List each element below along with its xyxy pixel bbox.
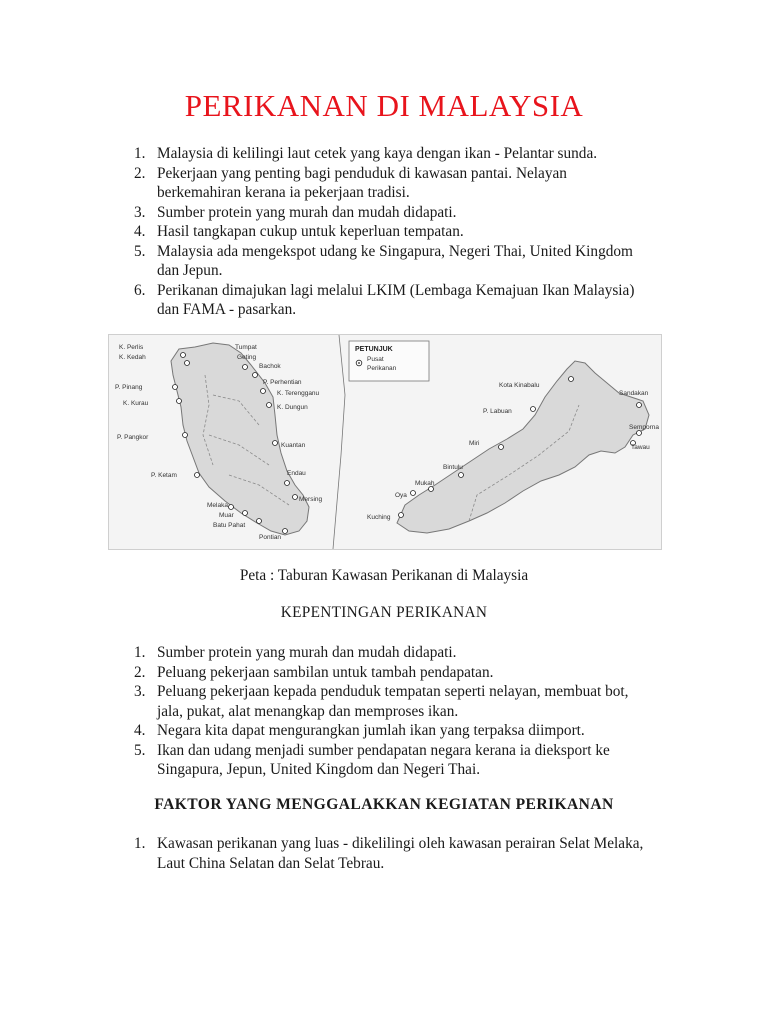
list-item: [130, 281, 650, 320]
list-item: [130, 643, 650, 663]
map-label: K. Perlis: [119, 344, 144, 351]
list-item: [130, 242, 650, 281]
map-svg: [109, 335, 661, 549]
list-number: 3.: [134, 203, 146, 221]
map-caption: Peta : Taburan Kawasan Perikanan di Malaysia: [239, 567, 529, 584]
map-label: Muar: [219, 512, 234, 519]
map-label: Kota Kinabalu: [499, 382, 540, 389]
map-label: Pontian: [259, 534, 282, 541]
map-label: Kuantan: [281, 442, 306, 449]
map-label: Miri: [469, 440, 480, 447]
list-item: [130, 164, 650, 203]
list-item: [130, 721, 650, 741]
map-label: Bintulu: [443, 464, 463, 471]
list-number: 6.: [134, 281, 146, 299]
list-number: 4.: [134, 722, 146, 739]
list-item: [130, 144, 650, 164]
map-label: Kuching: [367, 514, 391, 521]
map-label: Tawau: [631, 444, 650, 451]
map-label: Melaka: [207, 502, 228, 509]
list-text: Negara kita dapat mengurangkan jumlah ikan yang terpaksa diimport.: [157, 722, 585, 739]
list-number: 2.: [134, 663, 146, 681]
list-text: Kawasan perikanan yang luas - dikelilingi oleh kawasan perairan Selat Melaka, Laut China Selatan dan Selat Tebrau.: [157, 835, 644, 872]
map-label: P. Ketam: [151, 472, 177, 479]
list-number: 1.: [134, 145, 146, 162]
map-label: K. Kurau: [123, 400, 149, 407]
list-text: Peluang pekerjaan sambilan untuk tambah pendapatan.: [157, 663, 494, 681]
list-text: Pekerjaan yang penting bagi penduduk di kawasan pantai. Nelayan berkemahiran kerana ia pekerjaan tradisi.: [157, 164, 567, 201]
page-title: PERIKANAN DI MALAYSIA: [184, 88, 584, 123]
svg-text:Pusat: Pusat: [367, 356, 384, 363]
map-label: K. Terengganu: [277, 390, 320, 397]
map-label: Endau: [287, 470, 306, 477]
map-label: Geting: [237, 354, 257, 361]
list-item: [130, 203, 650, 223]
map-label: Batu Pahat: [213, 522, 246, 529]
fisheries-map: [108, 334, 662, 550]
list-number: 1.: [134, 644, 146, 661]
list-text: Sumber protein yang murah dan mudah didapati.: [157, 203, 457, 221]
section-heading-kepentingan: KEPENTINGAN PERIKANAN: [280, 604, 488, 621]
map-label: P. Labuan: [483, 408, 512, 415]
list-item: [130, 834, 650, 873]
list-text: Ikan dan udang menjadi sumber pendapatan negara kerana ia dieksport ke Singapura, Jepun, United Kingdom dan Negeri Thai.: [157, 741, 610, 778]
map-label: P. Perhentian: [263, 379, 302, 386]
list-number: 5.: [134, 741, 146, 759]
list-text: Malaysia di kelilingi laut cetek yang kaya dengan ikan - Pelantar sunda.: [157, 145, 598, 162]
map-label: Mukah: [415, 480, 435, 487]
map-label: Sandakan: [619, 390, 649, 397]
list-number: 4.: [134, 223, 146, 240]
list-text: Peluang pekerjaan kepada penduduk tempatan seperti nelayan, membuat bot, jala, pukat, alat menangkap dan memproses ikan.: [157, 683, 629, 720]
map-label: K. Dungun: [277, 404, 308, 411]
map-label: P. Pinang: [115, 384, 143, 391]
list-item: [130, 741, 650, 780]
map-label: P. Pangkor: [117, 434, 149, 441]
map-label: Semporna: [629, 424, 659, 431]
list-number: 1.: [134, 835, 146, 852]
list-number: 3.: [134, 683, 146, 700]
list-number: 5.: [134, 242, 146, 260]
list-text: Malaysia ada mengekspot udang ke Singapura, Negeri Thai, United Kingdom dan Jepun.: [157, 242, 633, 279]
list-text: Sumber protein yang murah dan mudah didapati.: [157, 644, 457, 661]
list-number: 2.: [134, 164, 146, 182]
section-heading-faktor: FAKTOR YANG MENGGALAKKAN KEGIATAN PERIKANAN: [154, 796, 614, 813]
map-label: Tumpat: [235, 344, 257, 351]
list-text: Perikanan dimajukan lagi melalui LKIM (Lembaga Kemajuan Ikan Malaysia) dan FAMA - pasarkan.: [157, 281, 635, 318]
svg-text:Perikanan: Perikanan: [367, 365, 397, 372]
list-item: [130, 682, 650, 721]
legend-title: PETUNJUK: [355, 346, 393, 353]
list-item: [130, 663, 650, 683]
intro-list: [130, 144, 650, 320]
map-label: Oya: [395, 492, 407, 499]
importance-list: [130, 643, 650, 780]
list-item: [130, 222, 650, 242]
factors-list: [130, 834, 650, 873]
list-text: Hasil tangkapan cukup untuk keperluan tempatan.: [157, 223, 464, 240]
map-label: Bachok: [259, 363, 281, 370]
map-label: Mersing: [299, 496, 323, 503]
map-label: K. Kedah: [119, 354, 146, 361]
